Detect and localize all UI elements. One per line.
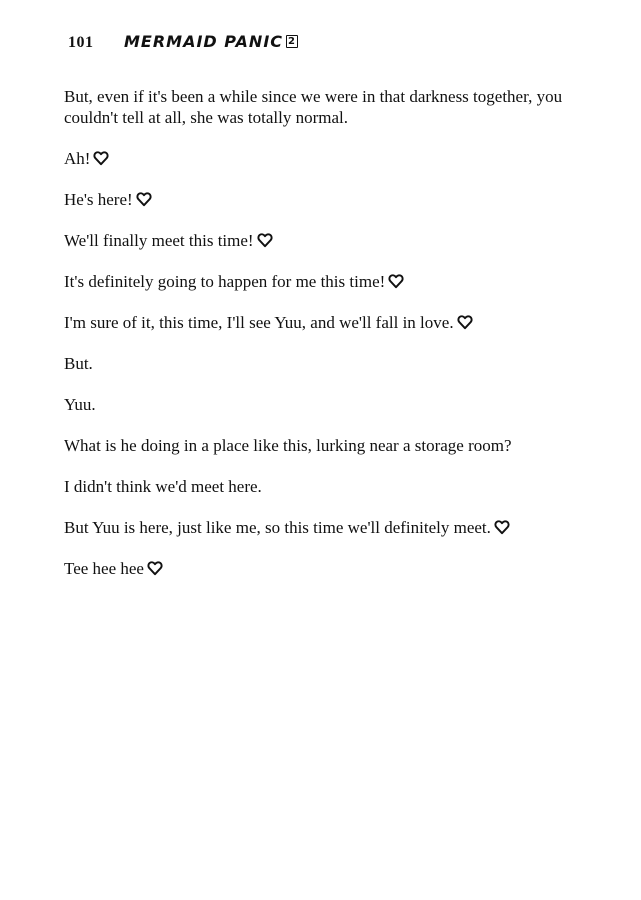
paragraph — [64, 353, 584, 374]
paragraph-text: But, even if it's been a while since we were in that darkness together, you couldn't tell at all, she was totally normal. — [64, 87, 563, 127]
paragraph-text: What is he doing in a place like this, lurking near a storage room? — [64, 436, 512, 455]
heart-icon — [457, 314, 473, 330]
paragraph — [64, 86, 584, 128]
paragraph-text: He's here! — [64, 190, 133, 209]
paragraph — [64, 312, 584, 333]
paragraph — [64, 558, 584, 579]
paragraph — [64, 394, 584, 415]
paragraph — [64, 189, 584, 210]
paragraph-text: Yuu. — [64, 395, 96, 414]
paragraph-text: I'm sure of it, this time, I'll see Yuu, and we'll fall in love. — [64, 313, 454, 332]
text-body — [64, 86, 584, 599]
heart-icon — [494, 519, 510, 535]
volume-badge: 2 — [286, 35, 298, 48]
heart-icon — [257, 232, 273, 248]
paragraph — [64, 517, 584, 538]
heart-icon — [136, 191, 152, 207]
paragraph — [64, 148, 584, 169]
page-header — [68, 32, 298, 54]
paragraph — [64, 476, 584, 497]
book-title — [124, 32, 298, 51]
paragraph-text: But. — [64, 354, 93, 373]
paragraph-text: I didn't think we'd meet here. — [64, 477, 262, 496]
paragraph-text: But Yuu is here, just like me, so this time we'll definitely meet. — [64, 518, 491, 537]
heart-icon — [93, 150, 109, 166]
book-title-text: MERMAID PANIC — [124, 32, 284, 51]
paragraph — [64, 271, 584, 292]
paragraph-text: We'll finally meet this time! — [64, 231, 254, 250]
paragraph-text: Tee hee hee — [64, 559, 144, 578]
page-number: 101 — [68, 34, 94, 51]
paragraph — [64, 230, 584, 251]
paragraph-text: It's definitely going to happen for me this time! — [64, 272, 386, 291]
heart-icon — [147, 560, 163, 576]
paragraph-text: Ah! — [64, 149, 91, 168]
heart-icon — [388, 273, 404, 289]
paragraph — [64, 435, 584, 456]
